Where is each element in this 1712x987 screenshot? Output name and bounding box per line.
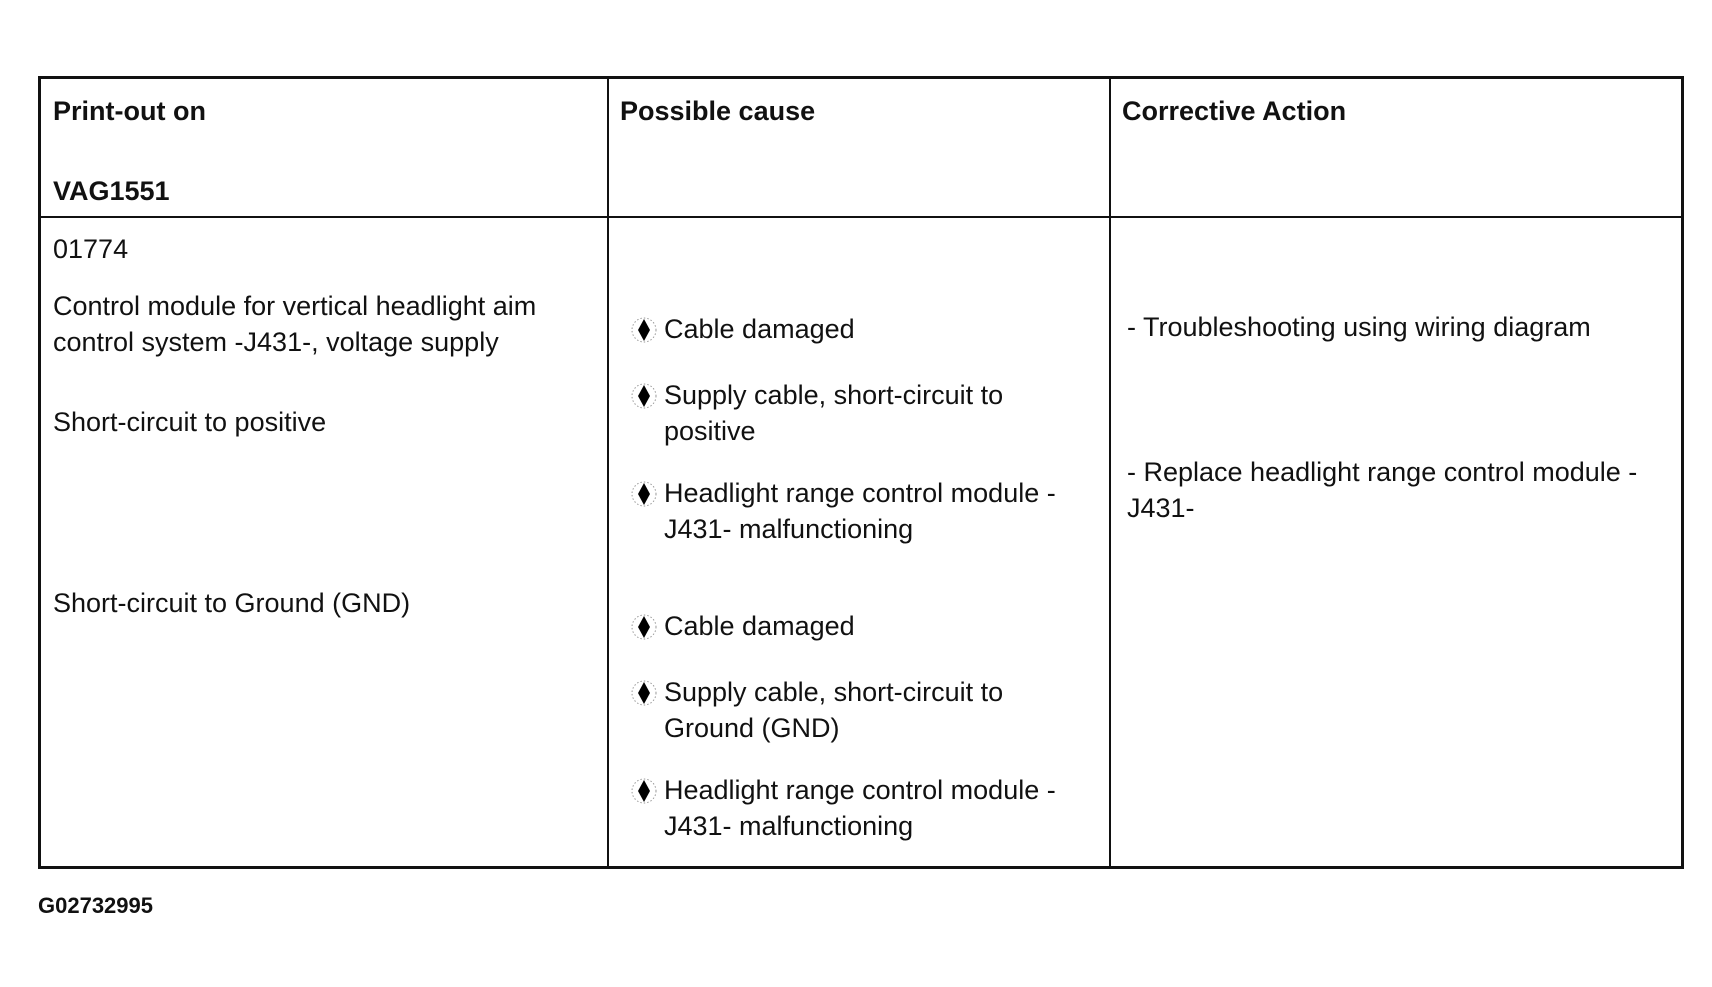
diamond-bullet-icon — [630, 772, 664, 808]
header-printout-line1: Print-out on — [53, 96, 206, 126]
diamond-bullet-icon — [630, 674, 664, 710]
cause-text: Headlight range control module -J431- malfunctioning — [664, 775, 1056, 841]
diamond-bullet-icon — [630, 311, 664, 347]
cause-text: Cable damaged — [664, 314, 855, 344]
column-divider — [607, 79, 609, 866]
cause-item — [630, 772, 1090, 844]
cause-text: Headlight range control module -J431- malfunctioning — [664, 478, 1056, 544]
cause-text: Supply cable, short-circuit to Ground (GND) — [664, 677, 1004, 743]
header-divider — [41, 216, 1681, 218]
figure-id: G02732995 — [38, 893, 153, 918]
header-possible-cause: Possible cause — [620, 96, 816, 126]
cause-item — [630, 608, 1090, 644]
header-printout — [53, 95, 553, 207]
corrective-action-replace-module: - Replace headlight range control module -J431- — [1127, 457, 1638, 523]
diamond-bullet-icon — [630, 608, 664, 644]
diagnostic-table — [38, 76, 1684, 869]
cause-item — [630, 475, 1090, 547]
cause-item — [630, 311, 1090, 347]
fault-description: Control module for vertical headlight aim control system -J431-, voltage supply — [53, 291, 537, 357]
condition-ground: Short-circuit to Ground (GND) — [53, 588, 411, 618]
column-divider — [1109, 79, 1111, 866]
diamond-bullet-icon — [630, 475, 664, 511]
cause-item — [630, 377, 1090, 449]
condition-positive: Short-circuit to positive — [53, 407, 327, 437]
header-printout-line2: VAG1551 — [53, 176, 170, 206]
cause-text: Supply cable, short-circuit to positive — [664, 380, 1004, 446]
header-corrective-action: Corrective Action — [1122, 96, 1347, 126]
fault-code: 01774 — [53, 234, 129, 264]
diamond-bullet-icon — [630, 377, 664, 413]
cause-item — [630, 674, 1090, 746]
corrective-action-troubleshooting: - Troubleshooting using wiring diagram — [1127, 312, 1591, 342]
cause-text: Cable damaged — [664, 611, 855, 641]
